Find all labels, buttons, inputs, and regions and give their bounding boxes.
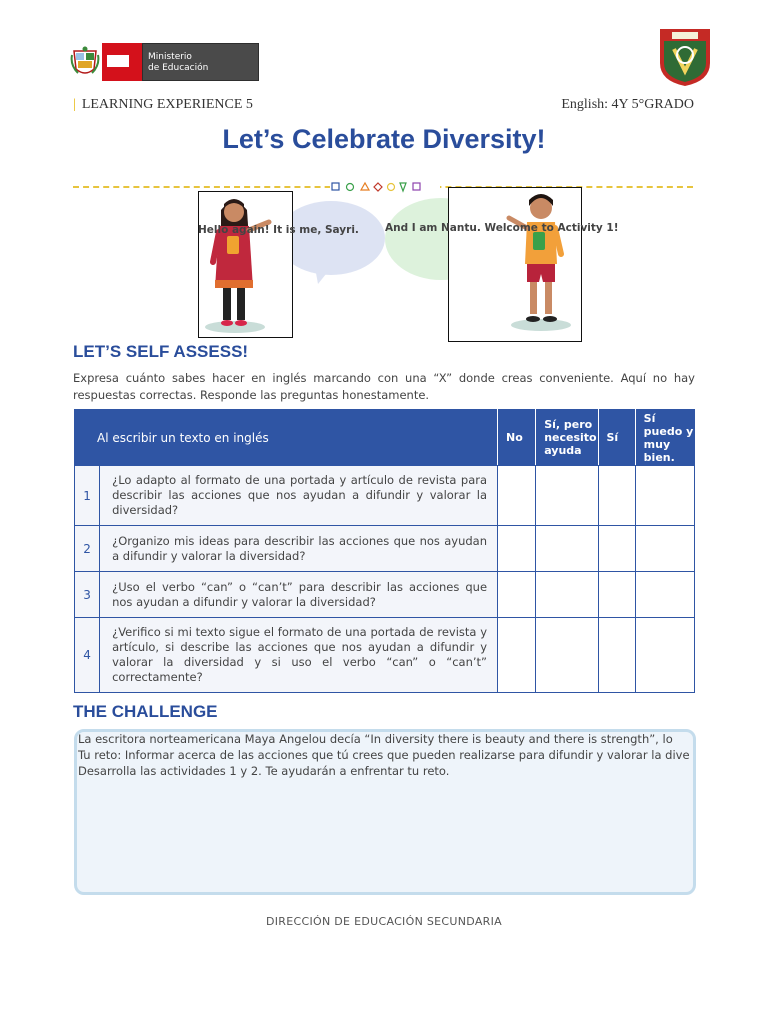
challenge-text (78, 731, 768, 779)
peru-coat-of-arms-icon (70, 45, 100, 79)
answer-cell-yes-with-help[interactable] (536, 572, 598, 618)
answer-cell-yes-very-well[interactable] (635, 618, 694, 693)
learning-experience-label: | LEARNING EXPERIENCE 5 (73, 97, 253, 112)
page-footer: DIRECCIÓN DE EDUCACIÓN SECUNDARIA (265, 915, 502, 928)
answer-cell-yes[interactable] (598, 618, 635, 693)
answer-cell-yes[interactable] (598, 526, 635, 572)
ministry-name-block (142, 43, 259, 81)
decorative-shapes-icon (330, 180, 440, 194)
answer-cell-yes[interactable] (598, 572, 635, 618)
character-sayri (198, 191, 293, 338)
answer-cell-yes-very-well[interactable] (635, 526, 694, 572)
ministry-line-2: de Educación (148, 63, 209, 73)
table-row (75, 572, 695, 618)
self-assessment-table (74, 409, 695, 693)
character-nantu (448, 187, 582, 342)
row-number: 1 (75, 466, 100, 526)
challenge-line-2: Tu reto: Informar acerca de las acciones que tú crees que pueden realizarse para difundir y valorar la dive (78, 748, 690, 762)
table-row (75, 618, 695, 693)
answer-cell-yes-with-help[interactable] (536, 526, 598, 572)
option-header-yes-with-help: Sí, pero necesito ayuda (536, 410, 598, 466)
answer-cell-no[interactable] (498, 466, 536, 526)
challenge-line-3: Desarrolla las actividades 1 y 2. Te ayudarán a enfrentar tu reto. (78, 764, 450, 778)
bubble-tail-icon (310, 262, 340, 286)
self-assess-instructions: Expresa cuánto sabes hacer en inglés marcando con una “X” donde creas conveniente. Aquí no hay respuestas correctas. Responde las preguntas honestamente. (73, 371, 695, 402)
grade-label: English: 4Y 5°GRADO (561, 97, 694, 112)
speech-text-nantu: And I am Nantu. Welcome to Activity 1! (385, 222, 619, 234)
speech-text-sayri: Hello again! It is me, Sayri. (198, 224, 359, 236)
row-number: 2 (75, 526, 100, 572)
table-header-row (75, 410, 695, 466)
ministry-logo (70, 43, 258, 81)
row-question: ¿Lo adapto al formato de una portada y artículo de revista para describir las acciones que nos ayudan a difundir y valorar la diversidad? (100, 466, 498, 526)
girl-character-icon (199, 192, 292, 337)
answer-cell-no[interactable] (498, 618, 536, 693)
row-number: 3 (75, 572, 100, 618)
self-assess-heading: LET’S SELF ASSESS! (73, 342, 249, 361)
answer-cell-yes-with-help[interactable] (536, 618, 598, 693)
option-header-yes-very-well: Sí puedo y muy bien. (635, 410, 694, 466)
answer-cell-no[interactable] (498, 572, 536, 618)
table-row (75, 526, 695, 572)
answer-cell-yes-with-help[interactable] (536, 466, 598, 526)
option-header-yes: Sí (598, 410, 635, 466)
page-title: Let’s Celebrate Diversity! (222, 124, 546, 154)
challenge-line-1: La escritora norteamericana Maya Angelou decía “In diversity there is beauty and there is strength”, lo (78, 732, 673, 746)
answer-cell-yes-very-well[interactable] (635, 572, 694, 618)
answer-cell-no[interactable] (498, 526, 536, 572)
row-question: ¿Organizo mis ideas para describir las acciones que nos ayudan a difundir y valorar la diversidad? (100, 526, 498, 572)
row-question: ¿Verifico si mi texto sigue el formato de una portada de revista y artículo, si describe las acciones que nos ayudan a difundir y valorar la diversidad y si uso el verbo “can” o “can’t” correctamente? (100, 618, 498, 693)
table-row (75, 466, 695, 526)
row-number: 4 (75, 618, 100, 693)
row-question: ¿Uso el verbo “can” o “can’t” para describir las acciones que nos ayudan a difundir y valorar la diversidad? (100, 572, 498, 618)
ministry-line-1: Ministerio (148, 52, 192, 62)
challenge-heading: THE CHALLENGE (73, 702, 218, 721)
boy-character-icon (449, 188, 581, 341)
school-shield-icon (658, 25, 712, 87)
question-column-header: Al escribir un texto en inglés (75, 410, 498, 466)
option-header-no: No (498, 410, 536, 466)
answer-cell-yes[interactable] (598, 466, 635, 526)
answer-cell-yes-very-well[interactable] (635, 466, 694, 526)
